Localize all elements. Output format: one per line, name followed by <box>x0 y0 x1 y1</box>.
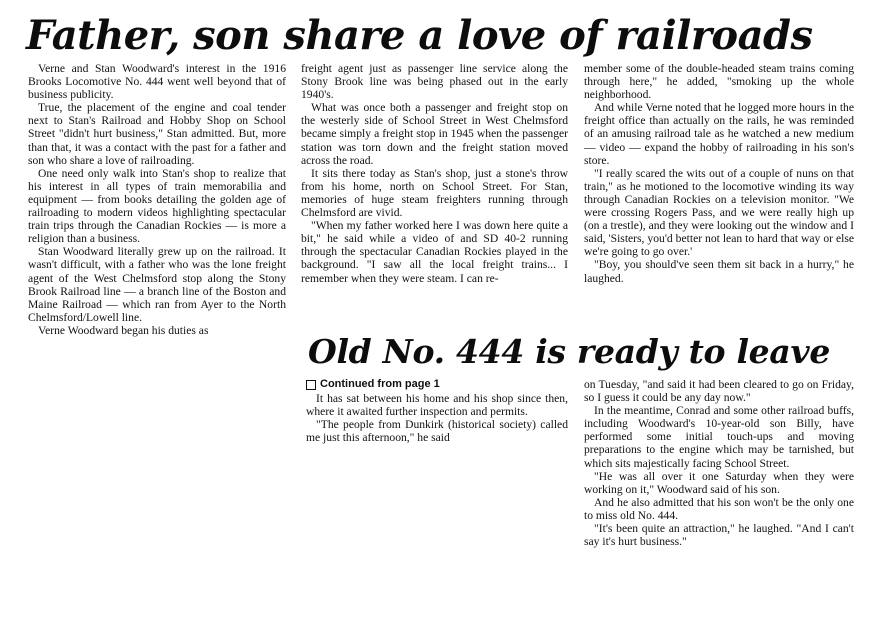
continuation-headline: Old No. 444 is ready to leave <box>308 332 831 371</box>
paragraph: member some of the double-headed steam trains coming through here," he added, "smoking up the whole neighborhood. <box>584 62 854 102</box>
continuation-column-1 <box>306 378 568 618</box>
checkbox-box-icon <box>306 380 316 390</box>
paragraph: True, the placement of the engine and coal tender next to Stan's Railroad and Hobby Shop on School Street "didn't hurt business," Stan admitted. But, more than that, it was a contact with the past for a father and son who share a love of railroading. <box>28 101 286 167</box>
paragraph: Verne and Stan Woodward's interest in the 1916 Brooks Locomotive No. 444 went well beyond that of business publicity. <box>28 62 286 102</box>
paragraph: on Tuesday, "and said it had been cleared to go on Friday, so I guess it could be any day now." <box>584 378 854 405</box>
article-column-2 <box>301 62 568 324</box>
paragraph: In the meantime, Conrad and some other railroad buffs, including Woodward's 10-year-old son Billy, have performed some initial touch-ups and moving preparations to the engine which may be tarnished, but which sits majestically facing School Street. <box>584 404 854 470</box>
paragraph: "I really scared the wits out of a couple of nuns on that train," as he motioned to the locomotive winding its way through Canadian Rockies on a television monitor. "We were crossing Rogers Pass, and we were really high up (on a trestle), and they were looking out the window and I said, 'Sisters, you'd better not lean to hard that way or else we're going to go over.' <box>584 166 854 259</box>
paragraph: "It's been quite an attraction," he laughed. "And I can't say it's hurt business." <box>584 522 854 549</box>
paragraph: freight agent just as passenger line service along the Stony Brook line was being phased out in the early 1940's. <box>301 62 568 102</box>
continuation-column-2 <box>584 378 854 618</box>
paragraph: "He was all over it one Saturday when they were working on it," Woodward said of his son. <box>584 469 854 496</box>
paragraph: Stan Woodward literally grew up on the railroad. It wasn't difficult, with a father who was the lone freight agent of the West Chelmsford stop along the Stony Brook Railroad line — a branch line of the Boston and Maine Railroad — which ran from Ayer to the North Chelmsford/Lowell line. <box>28 245 286 324</box>
paragraph: Verne Woodward began his duties as <box>38 323 209 337</box>
paragraph: What was once both a passenger and freight stop on the westerly side of School Street in West Chelmsford became simply a freight stop in 1945 when the passenger station was torn down and the freight station moved across the road. <box>301 101 568 167</box>
article-column-3 <box>584 62 854 324</box>
article-column-1 <box>28 62 286 362</box>
continued-text: Continued from page 1 <box>320 378 440 390</box>
paragraph: It sits there today as Stan's shop, just a stone's throw from his home, north on School Street. For Stan, memories of huge steam freighters running through Chelmsford are vivid. <box>301 166 568 220</box>
paragraph: "The people from Dunkirk (historical society) called me just this afternoon," he said <box>306 418 568 445</box>
paragraph: And he also admitted that his son won't be the only one to miss old No. 444. <box>584 495 854 522</box>
paragraph: One need only walk into Stan's shop to realize that his interest in all types of train memorabilia and equipment — from books detailing the golden age of railroading to modern videos highlighting spectacular train trips through the Canadian Rockies — is more a religion than a business. <box>28 166 286 246</box>
paragraph: "When my father worked here I was down here quite a bit," he said while a video of and SD 40-2 running through the spectacular Canadian Rockies played in the background. "I saw all the local freight trains... I remember when they were steam. I can re- <box>301 219 568 285</box>
paragraph: And while Verne noted that he logged more hours in the freight office than actually on the rails, he was reminded of an amusing railroad tale as he watched a new medium — video — expand the hobby of railroading in his son's store. <box>584 101 854 167</box>
paragraph: It has sat between his home and his shop since then, where it awaited further inspection and permits. <box>306 392 568 419</box>
continued-from-label <box>306 378 568 391</box>
paragraph: "Boy, you should've seen them sit back in a hurry," he laughed. <box>584 258 854 285</box>
article-headline: Father, son share a love of railroads <box>26 12 813 59</box>
